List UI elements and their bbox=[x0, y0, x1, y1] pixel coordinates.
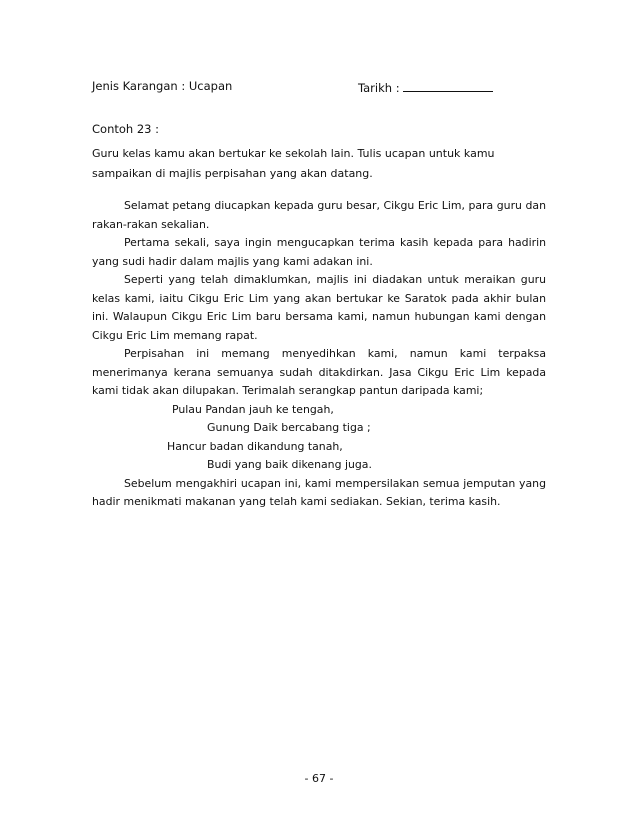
pantun-line: Gunung Daik bercabang tiga ; bbox=[207, 421, 371, 434]
speech-paragraph: Pertama sekali, saya ingin mengucapkan terima kasih kepada para hadirin yang sudi hadir dalam majlis yang kami adakan ini. bbox=[92, 236, 546, 268]
date-blank-line bbox=[403, 79, 493, 92]
pantun-line: Pulau Pandan jauh ke tengah, bbox=[172, 402, 334, 416]
pantun-line: Hancur badan dikandung tanah, bbox=[167, 439, 343, 453]
instruction-block bbox=[92, 144, 512, 184]
example-label: Contoh 23 : bbox=[92, 122, 160, 136]
header-row bbox=[92, 79, 512, 97]
speech-paragraph: Selamat petang diucapkan kepada guru besar, Cikgu Eric Lim, para guru dan rakan-rakan sekalian. bbox=[92, 199, 546, 231]
speech-paragraph: Perpisahan ini memang menyedihkan kami, namun kami terpaksa menerimanya kerana semuanya sudah ditakdirkan. Jasa Cikgu Eric Lim kepada kami tidak akan dilupakan. Terimalah serangkap pantun daripada kami; bbox=[92, 347, 546, 397]
speech-paragraph: Seperti yang telah dimaklumkan, majlis ini diadakan untuk meraikan guru kelas kami, iaitu Cikgu Eric Lim yang akan bertukar ke Saratok pada akhir bulan ini. Walaupun Cikgu Eric Lim baru bersama kami, namun hubungan kami dengan Cikgu Eric Lim memang rapat. bbox=[92, 273, 546, 342]
essay-type-label: Jenis Karangan : Ucapan bbox=[92, 79, 233, 93]
instruction-line: sampaikan di majlis perpisahan yang akan datang. bbox=[92, 167, 373, 180]
instruction-line: Guru kelas kamu akan bertukar ke sekolah lain. Tulis ucapan untuk kamu bbox=[92, 147, 495, 160]
date-field bbox=[358, 79, 493, 95]
page-number: - 67 - bbox=[304, 772, 334, 785]
date-label: Tarikh : bbox=[358, 81, 400, 95]
speech-paragraph: Sebelum mengakhiri ucapan ini, kami mempersilakan semua jemputan yang hadir menikmati makanan yang telah kami sediakan. Sekian, terima kasih. bbox=[92, 476, 546, 508]
pantun-line: Budi yang baik dikenang juga. bbox=[207, 458, 372, 471]
speech-body bbox=[92, 197, 546, 512]
